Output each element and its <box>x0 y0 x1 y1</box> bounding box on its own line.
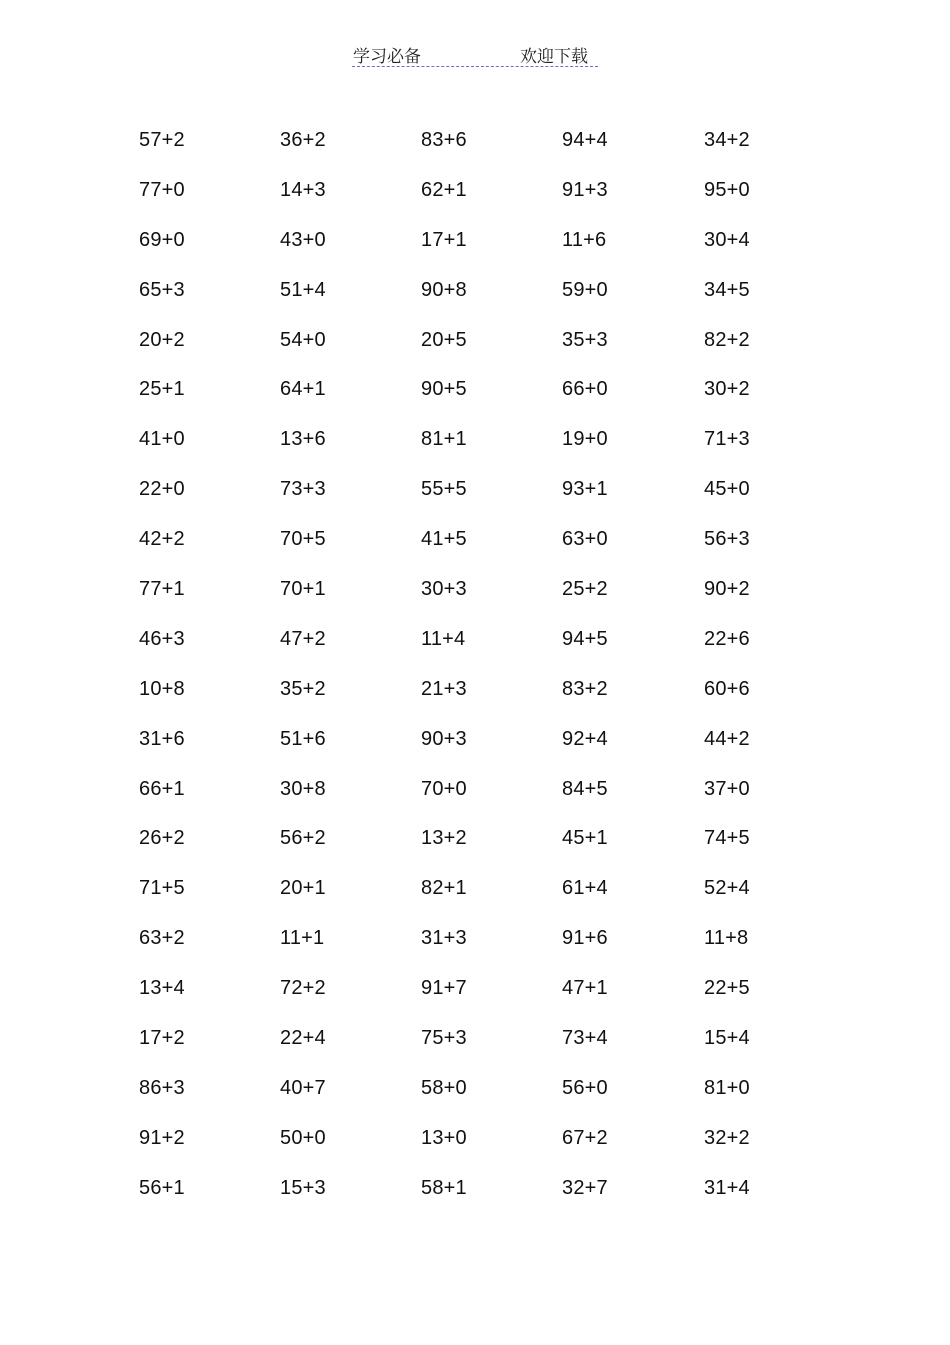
problem-item: 77+0 <box>139 178 185 201</box>
problem-item: 55+5 <box>421 478 467 501</box>
problem-item: 83+6 <box>421 129 467 151</box>
problem-item: 56+2 <box>280 827 326 850</box>
problem-item: 44+2 <box>704 727 750 750</box>
problem-item: 32+7 <box>562 1176 608 1199</box>
problem-item: 56+3 <box>704 528 750 551</box>
problem-item: 31+4 <box>704 1176 750 1199</box>
problem-item: 70+1 <box>280 578 326 601</box>
problem-item: 11+1 <box>280 927 325 950</box>
problem-row <box>139 1173 839 1223</box>
problem-item: 26+2 <box>139 827 185 850</box>
problem-item: 59+0 <box>562 278 608 301</box>
problem-item: 92+4 <box>562 727 608 750</box>
problem-item: 34+2 <box>704 129 750 151</box>
problem-item: 77+1 <box>139 578 185 601</box>
problem-item: 67+2 <box>562 1126 608 1149</box>
problem-item: 90+8 <box>421 278 467 301</box>
problem-item: 17+2 <box>139 1027 185 1050</box>
problem-item: 70+0 <box>421 777 467 800</box>
problem-item: 58+1 <box>421 1176 467 1199</box>
problem-item: 11+6 <box>562 228 607 251</box>
problem-item: 21+3 <box>421 677 467 700</box>
problem-item: 86+3 <box>139 1076 185 1099</box>
problem-row <box>139 275 839 325</box>
problem-grid <box>139 125 839 1223</box>
problem-row <box>139 774 839 824</box>
problem-item: 84+5 <box>562 777 608 800</box>
problem-item: 41+0 <box>139 428 185 451</box>
problem-item: 22+0 <box>139 478 185 501</box>
problem-row <box>139 1123 839 1173</box>
problem-item: 30+3 <box>421 578 467 601</box>
problem-item: 47+1 <box>562 977 608 1000</box>
problem-item: 94+4 <box>562 129 608 151</box>
problem-item: 58+0 <box>421 1076 467 1099</box>
problem-item: 60+6 <box>704 677 750 700</box>
problem-item: 66+0 <box>562 378 608 401</box>
problem-item: 31+6 <box>139 727 185 750</box>
problem-item: 56+0 <box>562 1076 608 1099</box>
problem-item: 41+5 <box>421 528 467 551</box>
problem-item: 75+3 <box>421 1027 467 1050</box>
problem-row <box>139 674 839 724</box>
problem-item: 90+5 <box>421 378 467 401</box>
problem-row <box>139 873 839 923</box>
problem-item: 13+2 <box>421 827 467 850</box>
problem-item: 13+4 <box>139 977 185 1000</box>
problem-row <box>139 524 839 574</box>
problem-item: 45+1 <box>562 827 608 850</box>
problem-item: 50+0 <box>280 1126 326 1149</box>
header-right-text: 欢迎下载 <box>520 47 588 67</box>
problem-item: 47+2 <box>280 627 326 650</box>
problem-item: 30+8 <box>280 777 326 800</box>
problem-item: 91+2 <box>139 1126 185 1149</box>
problem-item: 82+1 <box>421 877 467 900</box>
problem-item: 51+4 <box>280 278 326 301</box>
problem-row <box>139 125 839 175</box>
problem-item: 91+3 <box>562 178 608 201</box>
problem-row <box>139 424 839 474</box>
problem-row <box>139 1073 839 1123</box>
problem-item: 65+3 <box>139 278 185 301</box>
problem-item: 40+7 <box>280 1076 326 1099</box>
problem-item: 71+3 <box>704 428 750 451</box>
problem-item: 56+1 <box>139 1176 185 1199</box>
problem-item: 90+3 <box>421 727 467 750</box>
problem-item: 71+5 <box>139 877 185 900</box>
problem-row <box>139 474 839 524</box>
problem-item: 13+6 <box>280 428 326 451</box>
problem-item: 15+4 <box>704 1027 750 1050</box>
problem-item: 22+4 <box>280 1027 326 1050</box>
page-header <box>352 40 598 67</box>
problem-item: 11+8 <box>704 927 749 950</box>
problem-item: 35+3 <box>562 328 608 351</box>
problem-item: 81+0 <box>704 1076 750 1099</box>
problem-item: 43+0 <box>280 228 326 251</box>
problem-row <box>139 574 839 624</box>
problem-item: 61+4 <box>562 877 608 900</box>
problem-item: 10+8 <box>139 677 185 700</box>
problem-row <box>139 923 839 973</box>
problem-item: 72+2 <box>280 977 326 1000</box>
problem-item: 90+2 <box>704 578 750 601</box>
problem-row <box>139 724 839 774</box>
problem-item: 19+0 <box>562 428 608 451</box>
problem-row <box>139 325 839 375</box>
problem-item: 46+3 <box>139 627 185 650</box>
problem-item: 20+5 <box>421 328 467 351</box>
problem-item: 42+2 <box>139 528 185 551</box>
problem-item: 64+1 <box>280 378 326 401</box>
problem-item: 81+1 <box>421 428 467 451</box>
problem-item: 45+0 <box>704 478 750 501</box>
problem-item: 14+3 <box>280 178 326 201</box>
problem-item: 11+4 <box>421 627 466 650</box>
problem-item: 52+4 <box>704 877 750 900</box>
problem-item: 73+4 <box>562 1027 608 1050</box>
problem-item: 34+5 <box>704 278 750 301</box>
problem-row <box>139 175 839 225</box>
problem-item: 17+1 <box>421 228 467 251</box>
problem-item: 31+3 <box>421 927 467 950</box>
problem-item: 63+0 <box>562 528 608 551</box>
problem-item: 25+1 <box>139 378 185 401</box>
problem-row <box>139 973 839 1023</box>
problem-item: 91+6 <box>562 927 608 950</box>
problem-item: 30+4 <box>704 228 750 251</box>
header-left-text: 学习必备 <box>353 47 421 67</box>
problem-item: 62+1 <box>421 178 467 201</box>
problem-item: 25+2 <box>562 578 608 601</box>
problem-item: 32+2 <box>704 1126 750 1149</box>
problem-item: 82+2 <box>704 328 750 351</box>
problem-item: 63+2 <box>139 927 185 950</box>
problem-item: 22+6 <box>704 627 750 650</box>
problem-row <box>139 624 839 674</box>
problem-item: 30+2 <box>704 378 750 401</box>
problem-item: 95+0 <box>704 178 750 201</box>
problem-item: 69+0 <box>139 228 185 251</box>
problem-item: 51+6 <box>280 727 326 750</box>
problem-item: 36+2 <box>280 129 326 151</box>
problem-item: 74+5 <box>704 827 750 850</box>
problem-row <box>139 225 839 275</box>
problem-item: 35+2 <box>280 677 326 700</box>
problem-row <box>139 1023 839 1073</box>
problem-row <box>139 374 839 424</box>
problem-item: 57+2 <box>139 129 185 151</box>
problem-item: 20+1 <box>280 877 326 900</box>
problem-item: 94+5 <box>562 627 608 650</box>
problem-item: 22+5 <box>704 977 750 1000</box>
problem-item: 93+1 <box>562 478 608 501</box>
problem-item: 83+2 <box>562 677 608 700</box>
problem-row <box>139 823 839 873</box>
problem-item: 15+3 <box>280 1176 326 1199</box>
problem-item: 70+5 <box>280 528 326 551</box>
problem-item: 13+0 <box>421 1126 467 1149</box>
problem-item: 20+2 <box>139 328 185 351</box>
problem-item: 54+0 <box>280 328 326 351</box>
problem-item: 37+0 <box>704 777 750 800</box>
problem-item: 66+1 <box>139 777 185 800</box>
problem-item: 91+7 <box>421 977 467 1000</box>
problem-item: 73+3 <box>280 478 326 501</box>
